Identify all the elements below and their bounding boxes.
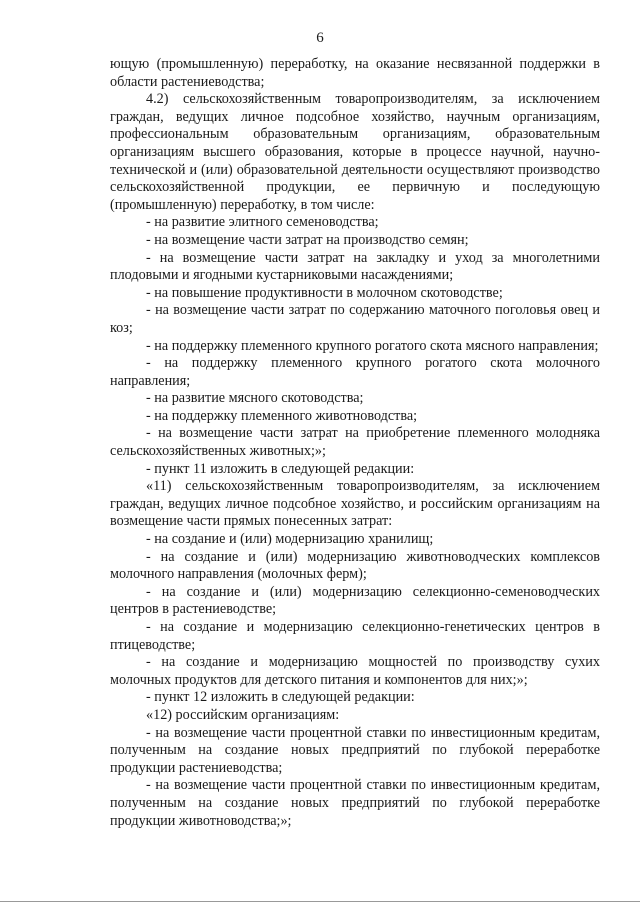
body-text xyxy=(110,56,600,830)
paragraph: «11) сельскохозяйственным товаропроизводителям, за исключением граждан, ведущих личное подсобное хозяйство, и российским организациям на возмещение части прямых понесенных затрат: xyxy=(110,478,600,530)
paragraph: - на возмещение части процентной ставки по инвестиционным кредитам, полученным на создание новых предприятий по глубокой переработке продукции животноводства;»; xyxy=(110,777,600,829)
page-number: 6 xyxy=(316,30,324,46)
paragraph: - на возмещение части затрат на приобретение племенного молодняка сельскохозяйственных животных;»; xyxy=(110,425,600,460)
paragraph: - на развитие мясного скотоводства; xyxy=(146,390,364,407)
paragraph: - на повышение продуктивности в молочном скотоводстве; xyxy=(146,284,503,301)
paragraph: - на создание и (или) модернизацию хранилищ; xyxy=(146,531,434,548)
paragraph: - на создание и (или) модернизацию животноводческих комплексов молочного направления (молочных ферм); xyxy=(110,548,600,583)
paragraph: - на возмещение части затрат по содержанию маточного поголовья овец и коз; xyxy=(110,302,600,336)
paragraph: - пункт 12 изложить в следующей редакции: xyxy=(146,689,415,706)
paragraph: ющую (промышленную) переработку, на оказание несвязанной поддержки в области растениеводства; xyxy=(110,56,600,90)
paragraph: - на возмещение части затрат на производство семян; xyxy=(146,231,469,248)
paragraph: - на создание и модернизацию мощностей по производству сухих молочных продуктов для детского питания и компонентов для них;»; xyxy=(110,654,600,688)
paragraph: - на возмещение части процентной ставки по инвестиционным кредитам, полученным на создание новых предприятий по глубокой переработке продукции растениеводства; xyxy=(110,724,600,776)
paragraph: - на поддержку племенного крупного рогатого скота молочного направления; xyxy=(110,355,600,389)
paragraph: «12) российским организациям: xyxy=(146,706,340,723)
paragraph: - пункт 11 изложить в следующей редакции: xyxy=(146,460,415,477)
scan-edge-line xyxy=(0,901,640,902)
paragraph: - на поддержку племенного животноводства; xyxy=(146,407,418,424)
paragraph: - на создание и (или) модернизацию селекционно-семеноводческих центров в растениеводстве; xyxy=(110,583,600,618)
paragraph: - на поддержку племенного крупного рогатого скота мясного направления; xyxy=(146,337,599,354)
paragraph: - на создание и модернизацию селекционно-генетических центров в птицеводстве; xyxy=(110,619,600,653)
paragraph: - на возмещение части затрат на закладку и уход за многолетними плодовыми и ягодными кустарниковыми насаждениями; xyxy=(110,249,600,284)
paragraph: - на развитие элитного семеноводства; xyxy=(146,214,379,231)
paragraph: 4.2) сельскохозяйственным товаропроизводителям, за исключением граждан, ведущих личное подсобное хозяйство, научным организациям, профессиональным образовательным организациям, образовательным организациям высшего образования, которые в процессе научной, научно-технической и (или) образовательной деятельности осуществляют производство сельскохозяйственной продукции, ее первичную и последующую (промышленную) переработку, в том числе: xyxy=(110,91,600,213)
